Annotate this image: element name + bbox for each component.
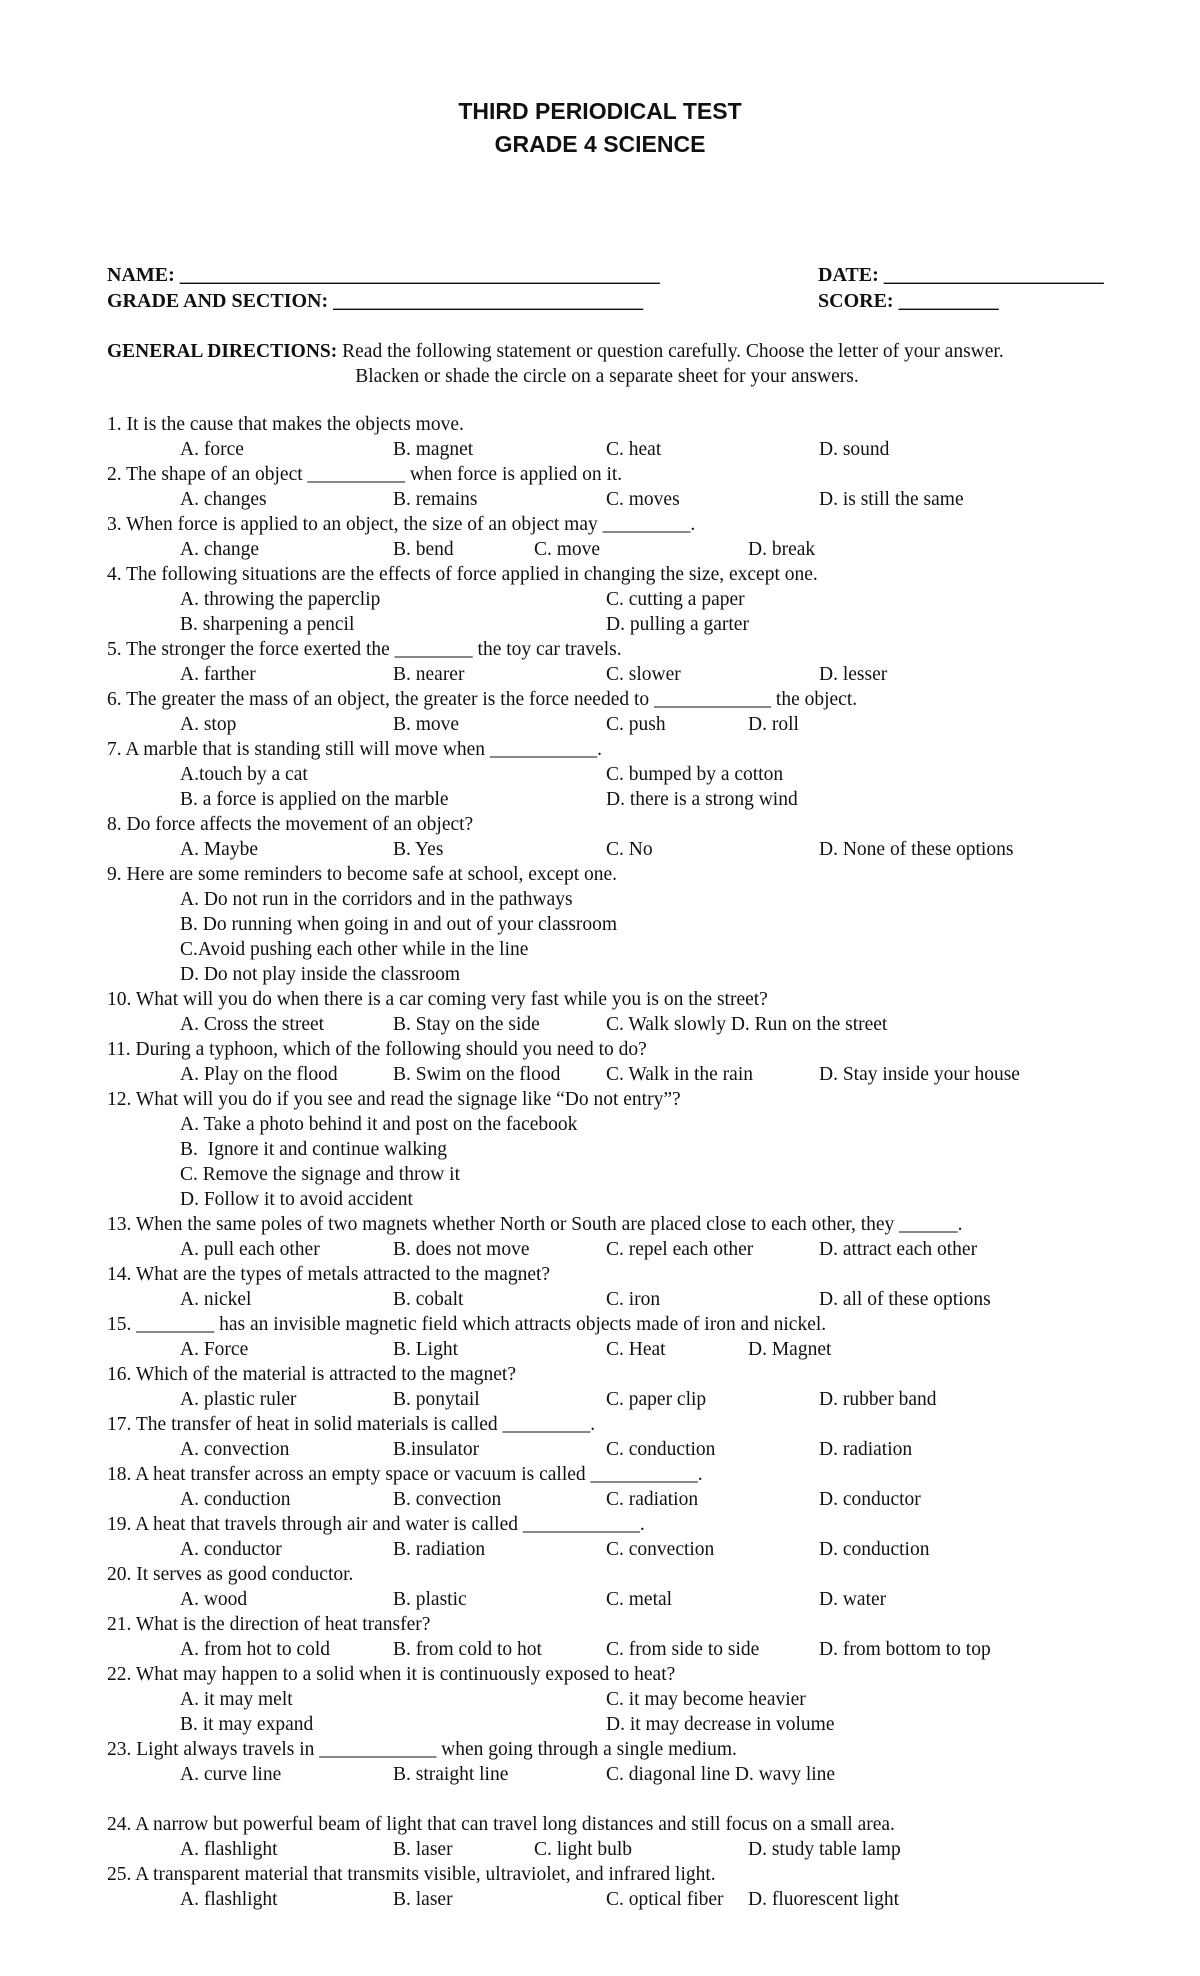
option-line	[107, 1837, 1167, 1862]
question-text: 19. A heat that travels through air and water is called ____________.	[107, 1514, 645, 1535]
answer-option: A. stop	[180, 714, 237, 735]
answer-option: C. Heat	[606, 1339, 666, 1360]
answer-option: A. conduction	[180, 1489, 291, 1510]
option-line	[107, 1762, 1167, 1787]
option-line	[107, 787, 1167, 812]
answer-option: A. Do not run in the corridors and in the pathways	[180, 889, 573, 910]
answer-option: B. magnet	[393, 439, 474, 460]
option-line	[107, 1337, 1167, 1362]
general-directions	[107, 339, 1117, 389]
answer-option: B. Do running when going in and out of your classroom	[180, 914, 618, 935]
answer-option: B. plastic	[393, 1589, 467, 1610]
answer-option: B. Swim on the flood	[393, 1064, 561, 1085]
answer-option: D. it may decrease in volume	[606, 1714, 835, 1735]
directions-text-line2: Blacken or shade the circle on a separate sheet for your answers.	[355, 366, 859, 387]
question-text: 5. The stronger the force exerted the ________ the toy car travels.	[107, 639, 622, 660]
grade-section-field: GRADE AND SECTION: _______________________________	[107, 290, 644, 312]
answer-option: D. fluorescent light	[748, 1889, 900, 1910]
directions-label: GENERAL DIRECTIONS:	[107, 341, 338, 362]
answer-option: A. changes	[180, 489, 267, 510]
option-line	[107, 762, 1167, 787]
question-text: 1. It is the cause that makes the objects move.	[107, 414, 464, 435]
question-item	[107, 1262, 1167, 1312]
answer-option: D. Follow it to avoid accident	[180, 1189, 413, 1210]
answer-option: D. sound	[819, 439, 890, 460]
answer-option: B. laser	[393, 1839, 453, 1860]
question-item	[107, 1812, 1167, 1862]
option-line	[107, 1012, 1167, 1037]
answer-option: D. Stay inside your house	[819, 1064, 1020, 1085]
answer-option: C. bumped by a cotton	[606, 764, 784, 785]
answer-option: C. it may become heavier	[606, 1689, 806, 1710]
answer-option: D. break	[748, 539, 816, 560]
answer-option: A. wood	[180, 1589, 248, 1610]
question-item	[107, 1562, 1167, 1612]
question-text: 11. During a typhoon, which of the following should you need to do?	[107, 1039, 647, 1060]
answer-option: B. remains	[393, 489, 478, 510]
answer-option: C. optical fiber	[606, 1889, 724, 1910]
answer-option: C. paper clip	[606, 1389, 707, 1410]
question-text: 15. ________ has an invisible magnetic field which attracts objects made of iron and nickel.	[107, 1314, 827, 1335]
option-line	[107, 1237, 1167, 1262]
answer-option: C. moves	[606, 489, 680, 510]
question-text: 23. Light always travels in ____________ when going through a single medium.	[107, 1739, 737, 1760]
answer-option: D. conduction	[819, 1539, 930, 1560]
option-line	[107, 1487, 1167, 1512]
answer-option: B. Stay on the side	[393, 1014, 540, 1035]
question-text: 13. When the same poles of two magnets whether North or South are placed close to each other, they ______.	[107, 1214, 963, 1235]
question-text: 21. What is the direction of heat transfer?	[107, 1614, 431, 1635]
question-text: 6. The greater the mass of an object, the greater is the force needed to ____________ the object.	[107, 689, 858, 710]
answer-option: B. from cold to hot	[393, 1639, 542, 1660]
question-item	[107, 1612, 1167, 1662]
question-item	[107, 1087, 1167, 1212]
option-line	[107, 537, 1167, 562]
answer-option: C. metal	[606, 1589, 673, 1610]
answer-option: D. all of these options	[819, 1289, 991, 1310]
answer-option: C. slower	[606, 664, 681, 685]
question-item	[107, 512, 1167, 562]
question-text: 7. A marble that is standing still will move when ___________.	[107, 739, 603, 760]
question-item	[107, 562, 1167, 637]
answer-option: B. cobalt	[393, 1289, 464, 1310]
answer-option: C. push	[606, 714, 666, 735]
option-line	[107, 612, 1167, 637]
question-text: 20. It serves as good conductor.	[107, 1564, 354, 1585]
option-line	[107, 1062, 1167, 1087]
option-line	[107, 837, 1167, 862]
question-item	[107, 1312, 1167, 1362]
answer-option: D. conductor	[819, 1489, 921, 1510]
answer-option: D. rubber band	[819, 1389, 937, 1410]
answer-option: B. a force is applied on the marble	[180, 789, 449, 810]
option-line	[107, 487, 1167, 512]
date-field: DATE: ______________________	[818, 264, 1104, 286]
question-text: 18. A heat transfer across an empty space or vacuum is called ___________.	[107, 1464, 703, 1485]
answer-option: C. heat	[606, 439, 662, 460]
option-line	[107, 1112, 1167, 1137]
question-text: 24. A narrow but powerful beam of light that can travel long distances and still focus on a small area.	[107, 1814, 895, 1835]
answer-option: A. it may melt	[180, 1689, 293, 1710]
question-text: 14. What are the types of metals attracted to the magnet?	[107, 1264, 551, 1285]
question-item	[107, 812, 1167, 862]
answer-option: A. pull each other	[180, 1239, 320, 1260]
question-text: 9. Here are some reminders to become safe at school, except one.	[107, 864, 618, 885]
answer-option: C. conduction	[606, 1439, 716, 1460]
answer-option: C. Remove the signage and throw it	[180, 1164, 460, 1185]
answer-option: C. Walk slowly D. Run on the street	[606, 1014, 888, 1035]
question-item	[107, 637, 1167, 687]
answer-option: B. laser	[393, 1889, 453, 1910]
option-line	[107, 1887, 1167, 1912]
answer-option: D. attract each other	[819, 1239, 978, 1260]
question-text: 12. What will you do if you see and read the signage like “Do not entry”?	[107, 1089, 681, 1110]
answer-option: B. straight line	[393, 1764, 509, 1785]
answer-option: B. radiation	[393, 1539, 486, 1560]
question-item	[107, 737, 1167, 812]
answer-option: C. from side to side	[606, 1639, 760, 1660]
answer-option: C. light bulb	[534, 1839, 633, 1860]
option-line	[107, 912, 1167, 937]
question-item	[107, 862, 1167, 987]
answer-option: B. Light	[393, 1339, 459, 1360]
answer-option: A. flashlight	[180, 1839, 278, 1860]
answer-option: D. water	[819, 1589, 887, 1610]
answer-option: C. diagonal line D. wavy line	[606, 1764, 836, 1785]
answer-option: C. cutting a paper	[606, 589, 745, 610]
answer-option: C. convection	[606, 1539, 715, 1560]
question-item	[107, 1037, 1167, 1087]
answer-option: C.Avoid pushing each other while in the line	[180, 939, 529, 960]
answer-option: A. flashlight	[180, 1889, 278, 1910]
question-text: 4. The following situations are the effects of force applied in changing the size, except one.	[107, 564, 818, 585]
question-item	[107, 687, 1167, 737]
question-item	[107, 1412, 1167, 1462]
question-text: 16. Which of the material is attracted to the magnet?	[107, 1364, 516, 1385]
option-line	[107, 887, 1167, 912]
answer-option: A. change	[180, 539, 260, 560]
answer-option: D. None of these options	[819, 839, 1014, 860]
answer-option: D. radiation	[819, 1439, 913, 1460]
answer-option: A. Maybe	[180, 839, 258, 860]
answer-option: A. Force	[180, 1339, 249, 1360]
answer-option: B. Yes	[393, 839, 444, 860]
question-text: 3. When force is applied to an object, the size of an object may _________.	[107, 514, 696, 535]
answer-option: D. roll	[748, 714, 799, 735]
answer-option: A. conductor	[180, 1539, 282, 1560]
answer-option: C. No	[606, 839, 653, 860]
question-item	[107, 462, 1167, 512]
answer-option: D. is still the same	[819, 489, 964, 510]
answer-option: D. Magnet	[748, 1339, 832, 1360]
answer-option: B. nearer	[393, 664, 465, 685]
answer-option: A. plastic ruler	[180, 1389, 297, 1410]
question-text: 2. The shape of an object __________ when force is applied on it.	[107, 464, 623, 485]
option-line	[107, 1162, 1167, 1187]
score-field: SCORE: __________	[818, 290, 999, 312]
answer-option: D. pulling a garter	[606, 614, 749, 635]
option-line	[107, 1687, 1167, 1712]
question-text: 17. The transfer of heat in solid materials is called _________.	[107, 1414, 596, 1435]
answer-option: D. lesser	[819, 664, 888, 685]
answer-option: B. sharpening a pencil	[180, 614, 355, 635]
answer-option: B.insulator	[393, 1439, 480, 1460]
option-line	[107, 712, 1167, 737]
question-item	[107, 412, 1167, 462]
question-text: 22. What may happen to a solid when it is continuously exposed to heat?	[107, 1664, 676, 1685]
question-text: 10. What will you do when there is a car coming very fast while you is on the street?	[107, 989, 768, 1010]
answer-option: A. farther	[180, 664, 256, 685]
answer-option: A. convection	[180, 1439, 290, 1460]
answer-option: D. from bottom to top	[819, 1639, 991, 1660]
answer-option: C. move	[534, 539, 601, 560]
option-line	[107, 1187, 1167, 1212]
answer-option: B. convection	[393, 1489, 502, 1510]
test-title: THIRD PERIODICAL TEST	[458, 98, 742, 124]
answer-option: B. bend	[393, 539, 454, 560]
option-line	[107, 1537, 1167, 1562]
answer-option: C. repel each other	[606, 1239, 754, 1260]
question-item	[107, 1862, 1167, 1912]
answer-option: A. force	[180, 439, 244, 460]
question-item	[107, 1737, 1167, 1787]
answer-option: A. Cross the street	[180, 1014, 325, 1035]
option-line	[107, 587, 1167, 612]
question-item	[107, 1212, 1167, 1262]
answer-option: D. Do not play inside the classroom	[180, 964, 460, 985]
answer-option: B. ponytail	[393, 1389, 480, 1410]
answer-option: A.touch by a cat	[180, 764, 308, 785]
option-line	[107, 1387, 1167, 1412]
question-item	[107, 1462, 1167, 1512]
option-line	[107, 1637, 1167, 1662]
answer-option: B. it may expand	[180, 1714, 314, 1735]
option-line	[107, 962, 1167, 987]
answer-option: B. Ignore it and continue walking	[180, 1139, 447, 1160]
question-text: 8. Do force affects the movement of an object?	[107, 814, 474, 835]
answer-option: A. curve line	[180, 1764, 282, 1785]
option-line	[107, 937, 1167, 962]
answer-option: D. study table lamp	[748, 1839, 901, 1860]
option-line	[107, 1712, 1167, 1737]
option-line	[107, 437, 1167, 462]
answer-option: A. Play on the flood	[180, 1064, 338, 1085]
directions-text: Read the following statement or question carefully. Choose the letter of your answer.	[337, 341, 1004, 362]
test-subtitle: GRADE 4 SCIENCE	[494, 131, 706, 157]
question-item	[107, 1362, 1167, 1412]
option-line	[107, 662, 1167, 687]
question-list	[107, 412, 1167, 1912]
answer-option: B. does not move	[393, 1239, 530, 1260]
question-item	[107, 987, 1167, 1037]
answer-option: C. iron	[606, 1289, 661, 1310]
option-line	[107, 1587, 1167, 1612]
option-line	[107, 1287, 1167, 1312]
answer-option: A. from hot to cold	[180, 1639, 331, 1660]
question-item	[107, 1512, 1167, 1562]
question-text: 25. A transparent material that transmits visible, ultraviolet, and infrared light.	[107, 1864, 716, 1885]
option-line	[107, 1137, 1167, 1162]
answer-option: D. there is a strong wind	[606, 789, 798, 810]
question-item	[107, 1662, 1167, 1737]
answer-option: C. radiation	[606, 1489, 699, 1510]
answer-option: C. Walk in the rain	[606, 1064, 754, 1085]
answer-option: B. move	[393, 714, 460, 735]
option-line	[107, 1437, 1167, 1462]
name-field: NAME: ________________________________________________	[107, 264, 660, 286]
answer-option: A. throwing the paperclip	[180, 589, 381, 610]
answer-option: A. nickel	[180, 1289, 252, 1310]
answer-option: A. Take a photo behind it and post on the facebook	[180, 1114, 578, 1135]
